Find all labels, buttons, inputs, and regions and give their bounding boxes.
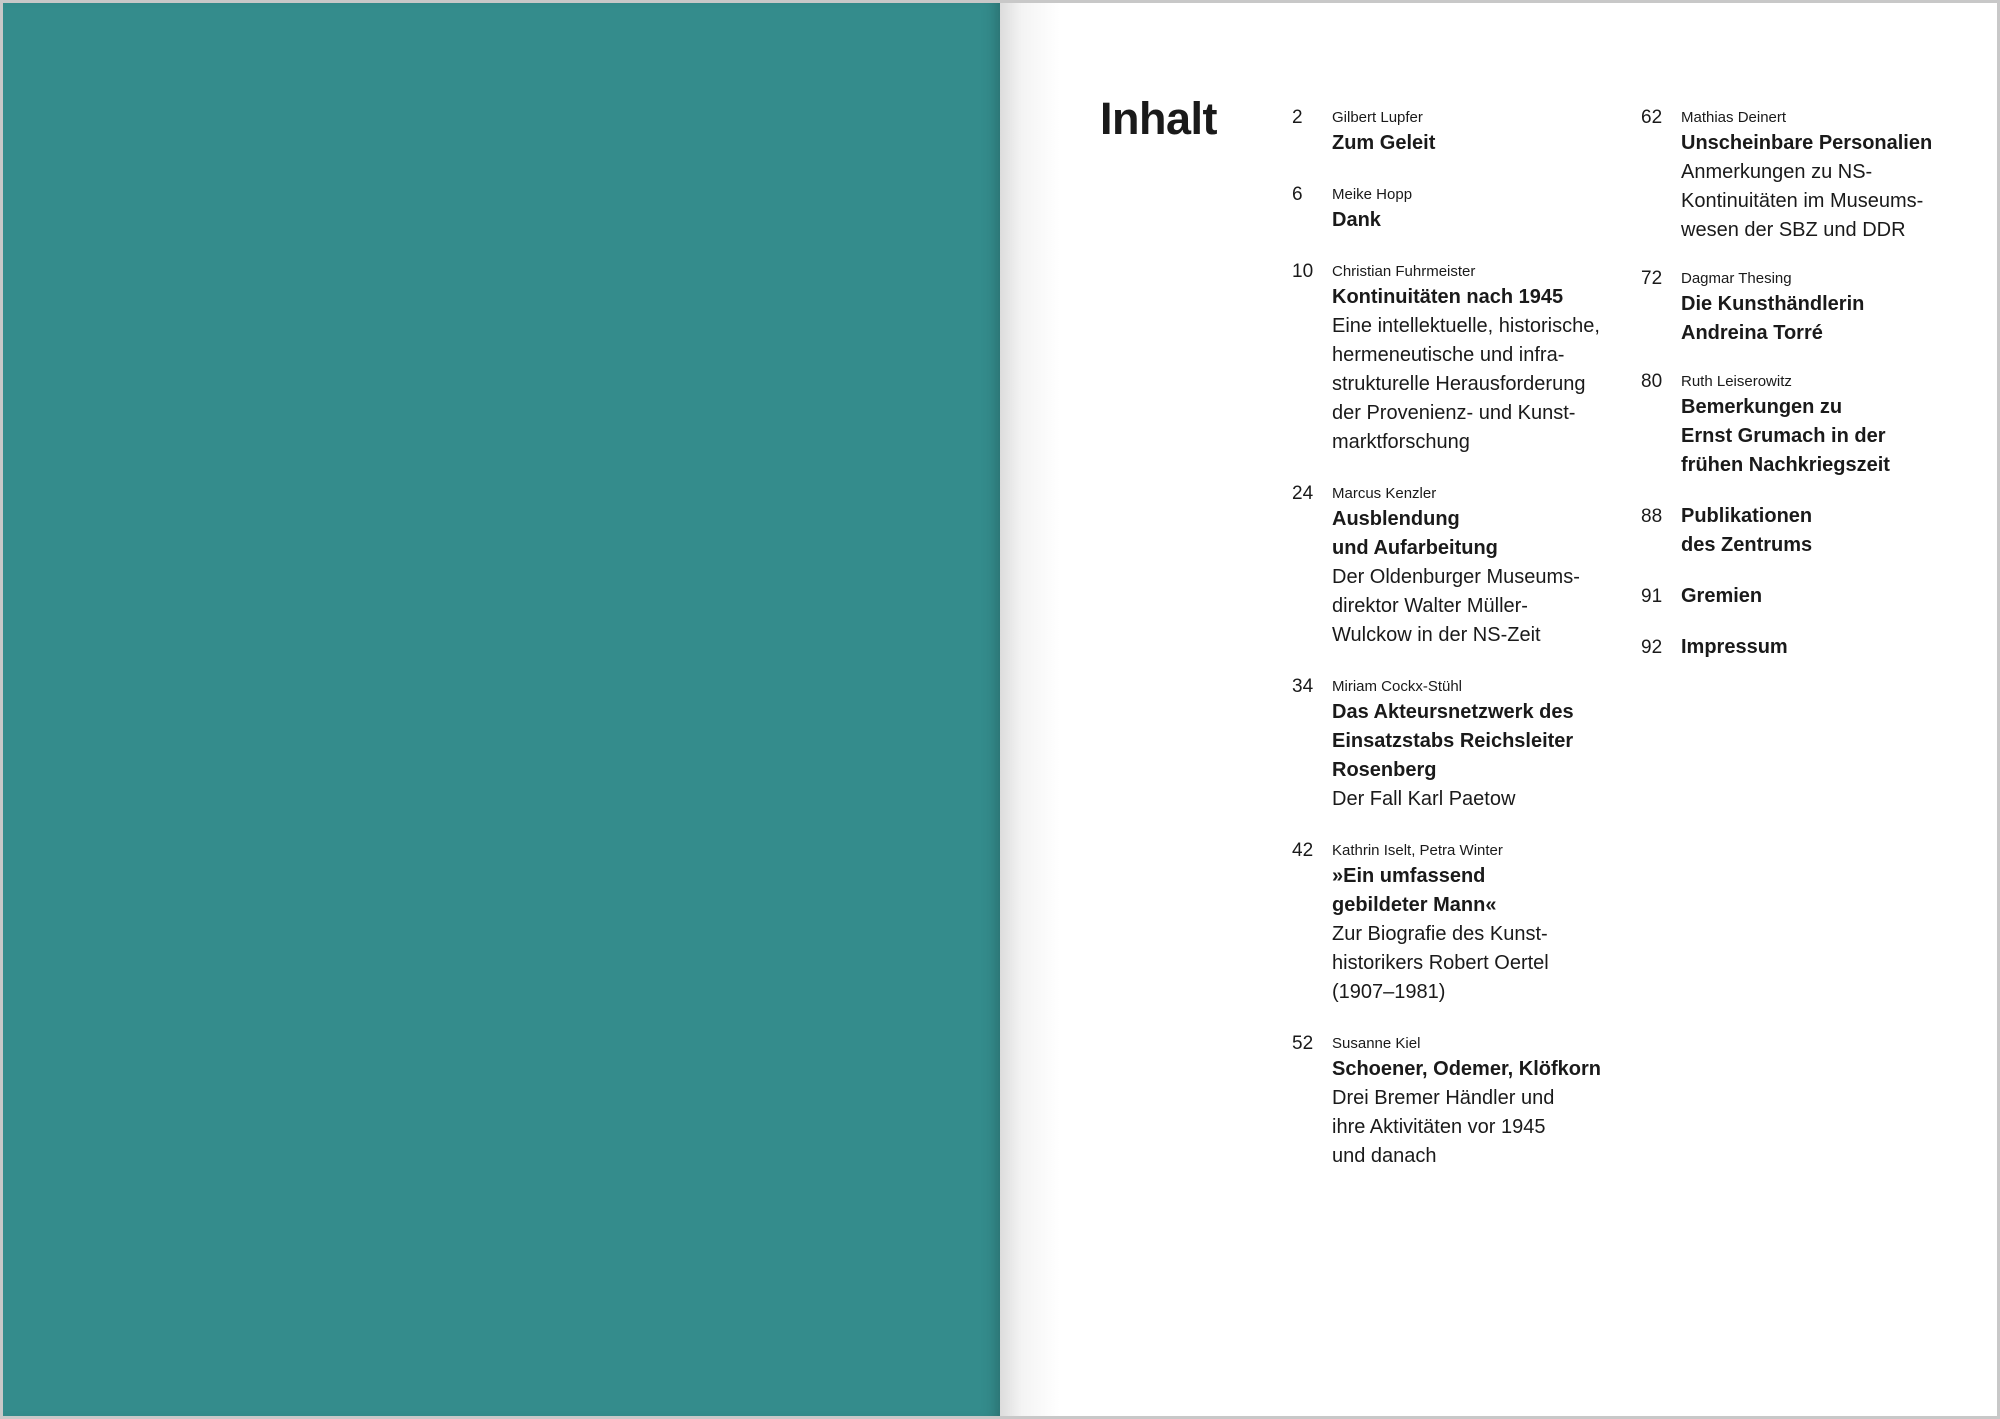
toc-entry-subtitle-line: der Provenienz- und Kunst-: [1332, 402, 1576, 424]
toc-entry-author: Christian Fuhrmeister: [1332, 263, 1476, 280]
toc-entry-page-number: 91: [1641, 586, 1663, 607]
toc-entry-title-line: Die Kunsthändlerin: [1681, 293, 1865, 315]
toc-entry: [1292, 107, 1622, 158]
toc-entry: [1641, 268, 1971, 348]
toc-entry-author: Mathias Deinert: [1681, 109, 1787, 126]
toc-entry: [1641, 633, 1971, 662]
toc-entry-subtitle-line: Zur Biografie des Kunst-: [1332, 923, 1548, 945]
toc-entry-subtitle-line: Kontinuitäten im Museums-: [1681, 190, 1924, 212]
toc-entry: [1292, 676, 1622, 814]
toc-entry-page-number: 88: [1641, 506, 1663, 527]
toc-entry-subtitle-line: hermeneutische und infra-: [1332, 344, 1565, 366]
toc-entry-subtitle-line: Eine intellektuelle, historische,: [1332, 315, 1600, 337]
toc-entry-page-number: 52: [1292, 1033, 1314, 1054]
toc-entry-subtitle-line: Drei Bremer Händler und: [1332, 1087, 1555, 1109]
toc-entry-page-number: 6: [1292, 184, 1303, 205]
toc-column-1: [1292, 107, 1622, 1171]
toc-entry-title-line: Publikationen: [1681, 505, 1813, 527]
toc-column-2: [1641, 107, 1971, 662]
toc-entry: [1292, 483, 1622, 650]
toc-entry-author: Marcus Kenzler: [1332, 485, 1437, 502]
toc-entry-subtitle-line: wesen der SBZ und DDR: [1681, 219, 1906, 241]
toc-entry-author: Dagmar Thesing: [1681, 270, 1792, 287]
toc-entry-title-line: Bemerkungen zu: [1681, 396, 1843, 418]
toc-entry-title-line: Rosenberg: [1332, 759, 1437, 781]
toc-entry: [1292, 1033, 1622, 1171]
toc-entry: [1292, 261, 1622, 457]
toc-entry-page-number: 2: [1292, 107, 1303, 128]
toc-entry-page-number: 92: [1641, 637, 1663, 658]
right-page: [1000, 3, 1997, 1416]
toc-entry-subtitle-line: direktor Walter Müller-: [1332, 595, 1528, 617]
toc-entry-page-number: 24: [1292, 483, 1314, 504]
toc-entry-title-line: und Aufarbeitung: [1332, 537, 1498, 559]
toc-entry: [1641, 107, 1971, 245]
toc-entry: [1641, 582, 1971, 611]
toc-entry-page-number: 42: [1292, 840, 1314, 861]
toc-entry-page-number: 34: [1292, 676, 1314, 697]
toc-entry-title-line: Zum Geleit: [1332, 132, 1436, 154]
toc-entry-subtitle-line: ihre Aktivitäten vor 1945: [1332, 1116, 1546, 1138]
toc-entry-subtitle-line: und danach: [1332, 1145, 1437, 1167]
toc-entry-page-number: 62: [1641, 107, 1663, 128]
toc-entry-title-line: Dank: [1332, 209, 1381, 231]
toc-entry-title-line: »Ein umfassend: [1332, 865, 1486, 887]
toc-entry-title-line: Unscheinbare Personalien: [1681, 132, 1933, 154]
toc-title: Inhalt: [1100, 93, 1217, 144]
toc-entry-author: Susanne Kiel: [1332, 1035, 1421, 1052]
toc-entry-author: Meike Hopp: [1332, 186, 1413, 203]
toc-entry-subtitle-line: Der Oldenburger Museums-: [1332, 566, 1580, 588]
toc-entry-title-line: Andreina Torré: [1681, 322, 1823, 344]
toc-entry-subtitle-line: Der Fall Karl Paetow: [1332, 788, 1516, 810]
toc-entry-title-line: Schoener, Odemer, Klöfkorn: [1332, 1058, 1601, 1080]
toc-entry-subtitle-line: Anmerkungen zu NS-: [1681, 161, 1873, 183]
toc-entry-page-number: 80: [1641, 371, 1663, 392]
toc-entry-subtitle-line: Wulckow in der NS-Zeit: [1332, 624, 1541, 646]
toc-entry-author: Ruth Leiserowitz: [1681, 373, 1792, 390]
toc-entry-title-line: Gremien: [1681, 585, 1763, 607]
toc-entry: [1641, 371, 1971, 480]
left-page-color-field: [3, 3, 1000, 1416]
toc-entry-title-line: Das Akteursnetzwerk des: [1332, 701, 1574, 723]
toc-entry-title-line: frühen Nachkriegszeit: [1681, 454, 1890, 476]
toc-entry-title-line: Einsatzstabs Reichsleiter: [1332, 730, 1574, 752]
toc-entry-page-number: 10: [1292, 261, 1314, 282]
toc-entry-subtitle-line: (1907–1981): [1332, 981, 1446, 1003]
toc-entry: [1641, 502, 1971, 560]
toc-entry: [1292, 840, 1622, 1007]
toc-entry: [1292, 184, 1622, 235]
book-spread: [3, 3, 1997, 1416]
toc-entry-author: Kathrin Iselt, Petra Winter: [1332, 842, 1503, 859]
toc-entry-subtitle-line: historikers Robert Oertel: [1332, 952, 1549, 974]
toc-entry-title-line: Kontinuitäten nach 1945: [1332, 286, 1564, 308]
toc-entry-subtitle-line: marktforschung: [1332, 431, 1470, 453]
toc-entry-author: Miriam Cockx-Stühl: [1332, 678, 1463, 695]
toc-entry-title-line: Ausblendung: [1332, 508, 1460, 530]
toc-entry-subtitle-line: strukturelle Herausforderung: [1332, 373, 1586, 395]
toc-entry-title-line: des Zentrums: [1681, 534, 1813, 556]
toc-entry-page-number: 72: [1641, 268, 1663, 289]
toc-entry-title-line: gebildeter Mann«: [1332, 894, 1497, 916]
toc-entry-title-line: Ernst Grumach in der: [1681, 425, 1886, 447]
toc-entry-author: Gilbert Lupfer: [1332, 109, 1423, 126]
toc-entry-title-line: Impressum: [1681, 636, 1788, 658]
